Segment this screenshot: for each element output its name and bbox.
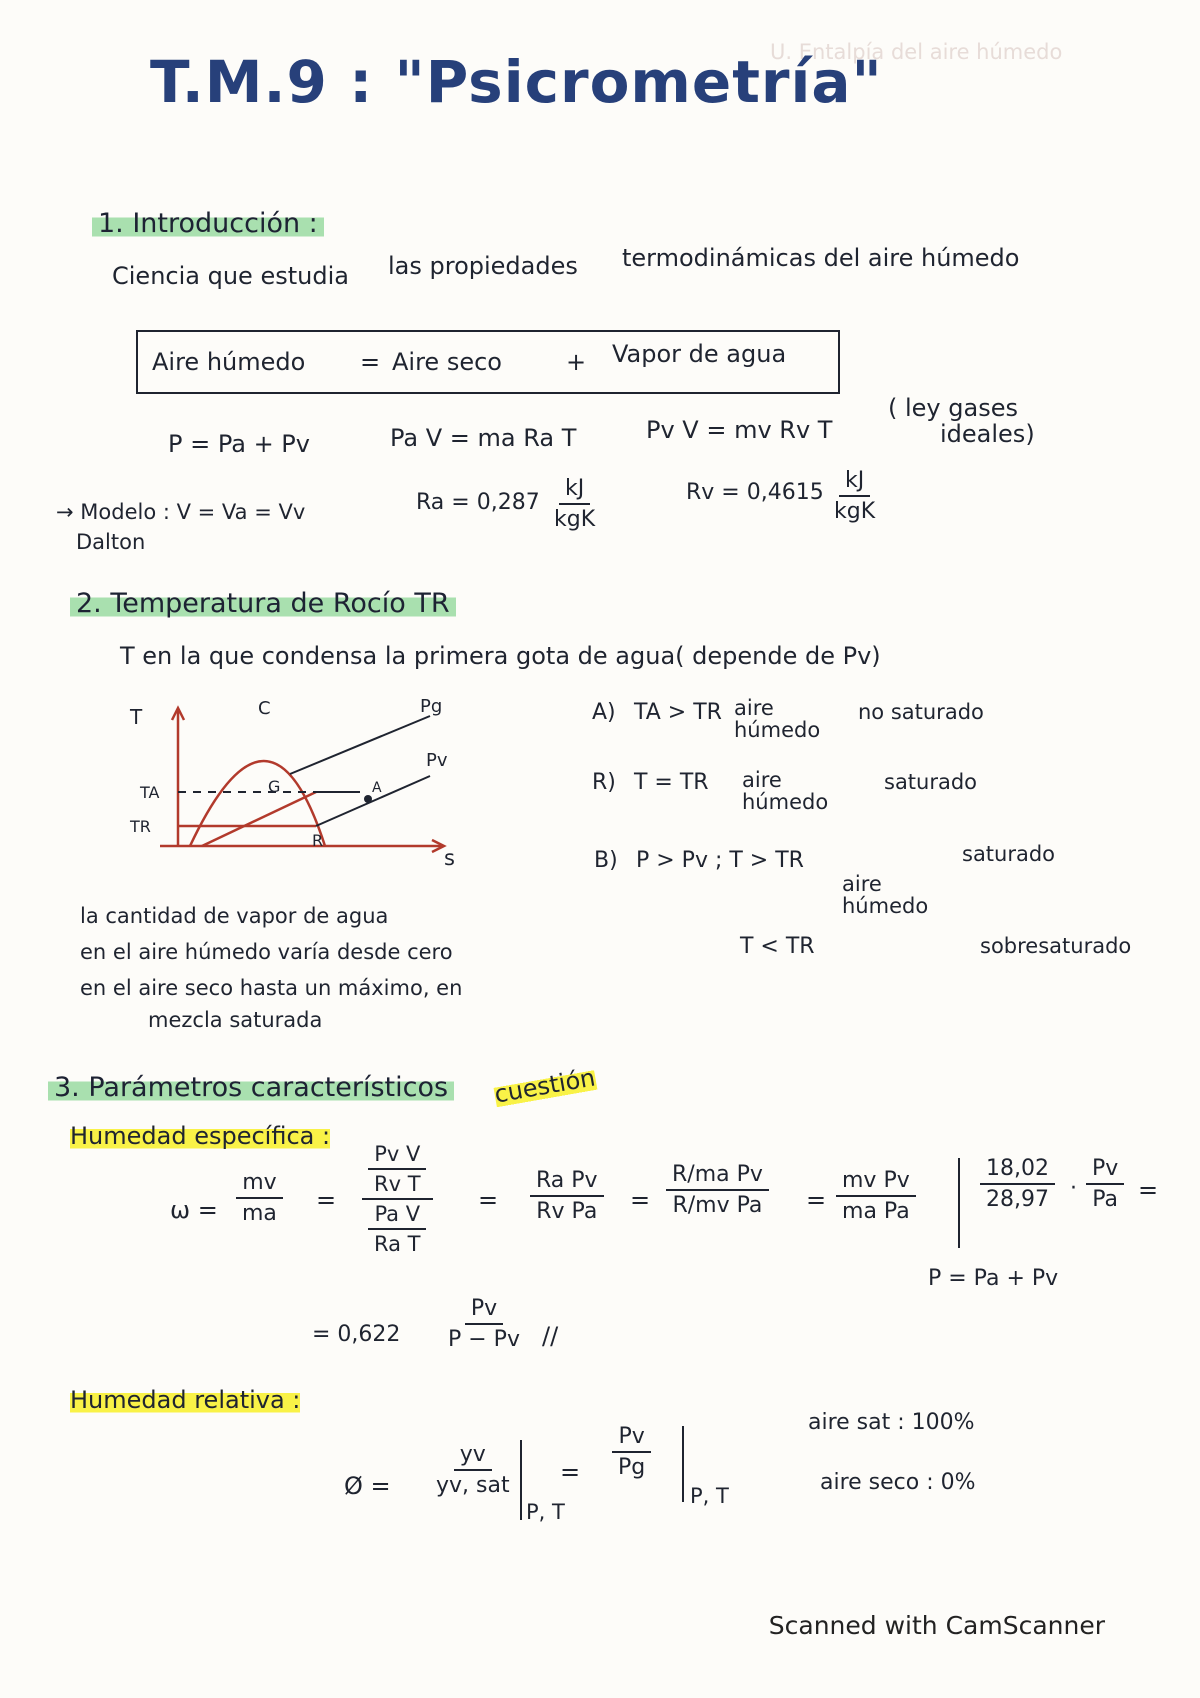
case-b-id: B) <box>594 848 618 873</box>
note-line-4: mezcla saturada <box>148 1008 323 1032</box>
intro-definition-b: las propiedades <box>388 252 578 280</box>
cuestion-tag: cuestión <box>492 1063 598 1109</box>
label-pv: Pv <box>426 750 448 771</box>
case-a-what-2: húmedo <box>734 718 821 742</box>
fraction-pressure-ratio: $\frac{Pv}{Pg}$ <box>612 1424 651 1480</box>
humedad-especifica-label: Humedad específica : <box>70 1122 331 1150</box>
equals-6: = <box>560 1458 581 1486</box>
case-b-what-2: húmedo <box>842 894 929 918</box>
note-line-3: en el aire seco hasta un máximo, en <box>80 976 463 1000</box>
dew-definition: T en la que condensa la primera gota de agua( depende de Pv) <box>120 642 881 670</box>
box-plus: + <box>566 348 587 376</box>
ra-value: Ra = 0,287 <box>416 490 540 515</box>
point-a <box>364 795 372 803</box>
subscript-pt-1: P, T <box>526 1500 565 1524</box>
pg-line <box>290 716 430 774</box>
ley-gases-2: ideales) <box>940 420 1035 448</box>
note-line-2: en el aire húmedo varía desde cero <box>80 940 453 964</box>
label-g: G <box>268 777 281 796</box>
result-coefficient: = 0,622 <box>312 1322 401 1347</box>
box-vapor-agua: Vapor de agua <box>612 340 787 368</box>
equals-3: = <box>630 1186 651 1214</box>
intro-definition-c: termodinámicas del aire húmedo <box>622 244 1020 272</box>
case-r-what-1: aire <box>742 768 782 792</box>
fraction-pv-pa: $\frac{Pv}{Pa}$ <box>1086 1156 1124 1212</box>
section-heading-intro: 1. Introducción : <box>92 208 324 239</box>
ra-unit: $\frac{kJ}{\text{kgK}}$ <box>554 476 596 532</box>
label-s-axis: s <box>444 846 455 870</box>
fraction-ra-rv: $\frac{\text{Ra Pv}}{\text{Rv Pa}}$ <box>530 1168 604 1224</box>
fraction-r-m: $\frac{\text{R/ma Pv}}{\text{R/mv Pa}}$ <box>666 1162 769 1218</box>
label-tr: TR <box>130 817 151 836</box>
eq-total-pressure: P = Pa + Pv <box>168 430 310 458</box>
humedad-relativa-label: Humedad relativa : <box>70 1386 301 1414</box>
equals-2: = <box>478 1186 499 1214</box>
fraction-molar-masses: $\frac{18,02}{28,97}$ <box>980 1156 1055 1212</box>
eq-pa: Pa V = ma Ra T <box>390 424 577 452</box>
label-r: R <box>312 831 324 850</box>
equals-4: = <box>806 1186 827 1214</box>
bracket-line <box>958 1158 960 1248</box>
case-a-cond: TA > TR <box>634 700 722 725</box>
equals-5: = <box>1138 1176 1159 1204</box>
label-t: T <box>130 705 143 729</box>
label-pg: Pg <box>420 696 443 717</box>
case-b-cond: P > Pv ; T > TR <box>636 848 804 873</box>
fraction-mv-ma-pressures: $\frac{\text{mv Pv}}{\text{ma Pa}}$ <box>836 1168 916 1224</box>
bleed-through-text: U. Entalpía del aire húmedo <box>770 40 1063 64</box>
box-equals: = <box>360 348 381 376</box>
dalton-model: → Modelo : V = Va = Vv <box>56 500 306 524</box>
rv-unit: $\frac{kJ}{\text{kgK}}$ <box>834 468 876 524</box>
case-r-state: saturado <box>884 770 978 794</box>
case-c-state: sobresaturado <box>980 934 1132 958</box>
case-c-cond: T < TR <box>740 934 815 959</box>
note-line-1: la cantidad de vapor de agua <box>80 904 389 928</box>
scanner-watermark: Scanned with CamScanner <box>768 1611 1105 1640</box>
case-a-what-1: aire <box>734 696 774 720</box>
section-heading-dew-point: 2. Temperatura de Rocío TR <box>70 588 456 619</box>
result-end-mark: // <box>542 1322 559 1350</box>
case-b-what-1: aire <box>842 872 882 896</box>
phi-symbol: Ø = <box>344 1472 391 1500</box>
dot-multiply: · <box>1070 1176 1077 1201</box>
ts-diagram <box>120 696 450 866</box>
subscript-pt-2: P, T <box>690 1484 729 1508</box>
equals-1: = <box>316 1186 337 1214</box>
pressure-relation: P = Pa + Pv <box>928 1266 1059 1291</box>
aire-saturado-value: aire sat : 100% <box>808 1410 975 1435</box>
omega-symbol: ω = <box>170 1196 218 1224</box>
ley-gases-1: ( ley gases <box>888 394 1018 422</box>
label-a: A <box>372 780 382 796</box>
isobar-left <box>202 792 316 846</box>
case-r-cond: T = TR <box>634 770 709 795</box>
label-c: C <box>258 698 271 719</box>
dalton-label: Dalton <box>76 530 146 554</box>
fraction-mole: $\frac{yv}{\text{yv, sat}}$ <box>436 1442 510 1498</box>
eq-pv: Pv V = mv Rv T <box>646 416 833 444</box>
case-r-what-2: húmedo <box>742 790 829 814</box>
evaluation-bar-2 <box>682 1426 684 1502</box>
result-fraction: $\frac{Pv}{P - Pv}$ <box>448 1296 520 1352</box>
case-b-state: saturado <box>962 842 1056 866</box>
intro-definition-a: Ciencia que estudia <box>112 262 349 290</box>
rv-value: Rv = 0,4615 <box>686 480 824 505</box>
section-heading-params: 3. Parámetros característicos <box>48 1072 454 1103</box>
evaluation-bar-1 <box>520 1440 522 1520</box>
fraction-gas-law: $\frac{\frac{\text{Pv V}}{\text{Rv T}}}{\frac{\text{Pa V}}{\text{Ra T}}}$ <box>362 1142 433 1256</box>
label-ta: TA <box>140 783 160 802</box>
fraction-mv-ma: $\frac{mv}{ma}$ <box>236 1170 283 1226</box>
box-aire-humedo: Aire húmedo <box>152 348 306 376</box>
page-title: T.M.9 : "Psicrometría" <box>150 48 883 116</box>
case-a-state: no saturado <box>858 700 984 724</box>
aire-seco-value: aire seco : 0% <box>820 1470 976 1495</box>
box-aire-seco: Aire seco <box>392 348 502 376</box>
case-a-id: A) <box>592 700 616 725</box>
case-r-id: R) <box>592 770 616 795</box>
saturation-dome <box>190 761 325 846</box>
